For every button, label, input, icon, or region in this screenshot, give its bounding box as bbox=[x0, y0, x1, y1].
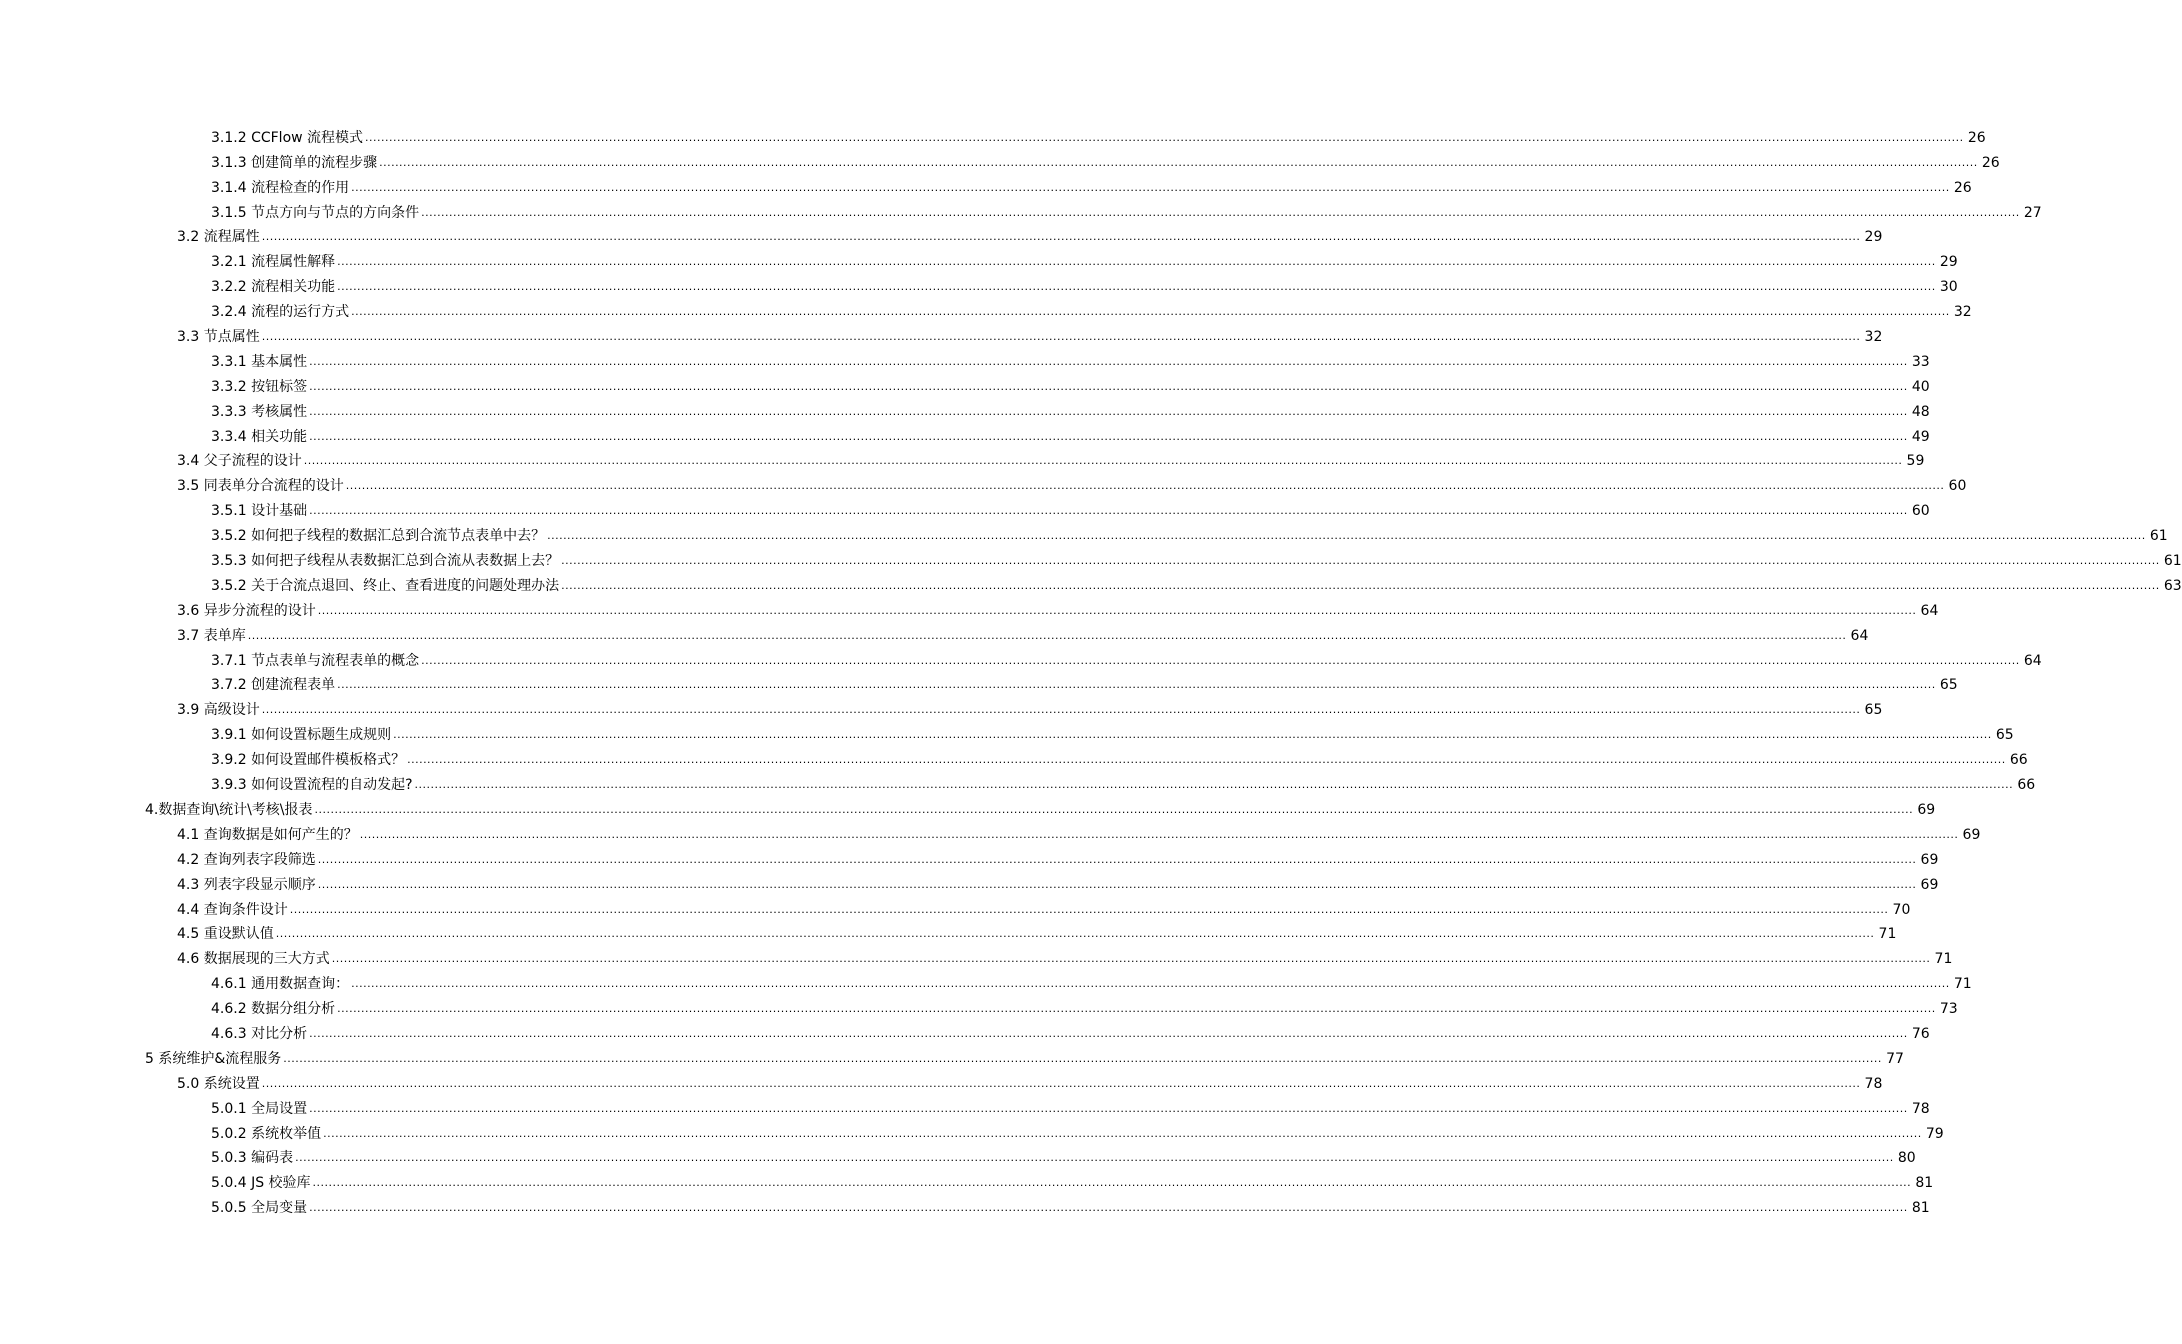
toc-entry[interactable] bbox=[0, 996, 1958, 1021]
toc-entry-label[interactable]: 3.2.4 流程的运行方式 bbox=[211, 304, 350, 321]
toc-entry-label[interactable]: 5.0.5 全局变量 bbox=[211, 1200, 308, 1217]
toc-entry[interactable] bbox=[0, 150, 2000, 175]
toc-entry-page-number[interactable]: 29 bbox=[1864, 229, 1883, 246]
dot-leader: ................................................................................................................................................................................................................................................................................................................................................................................................................ bbox=[317, 877, 1917, 891]
toc-entry-page-number[interactable]: 71 bbox=[1878, 926, 1897, 943]
toc-entry[interactable] bbox=[0, 523, 2168, 548]
toc-entry[interactable] bbox=[0, 1021, 1930, 1046]
toc-entry-label[interactable]: 5.0 系统设置 bbox=[177, 1075, 260, 1092]
toc-entry-page-number[interactable]: 26 bbox=[1981, 154, 2000, 171]
toc-entry[interactable] bbox=[0, 349, 1930, 374]
dot-leader: ................................................................................................................................................................................................................................................................................................................................................................................................................ bbox=[275, 927, 1875, 941]
toc-entry-page-number[interactable]: 65 bbox=[1995, 727, 2014, 744]
dot-leader: ................................................................................................................................................................................................................................................................................................................................................................................................................ bbox=[295, 1151, 1894, 1165]
toc-entry-page-number[interactable]: 79 bbox=[1925, 1125, 1944, 1142]
toc-entry-page-number[interactable]: 29 bbox=[1939, 254, 1958, 271]
dot-leader: ................................................................................................................................................................................................................................................................................................................................................................................................................ bbox=[547, 529, 2146, 543]
dot-leader: ................................................................................................................................................................................................................................................................................................................................................................................................................ bbox=[314, 802, 1914, 816]
toc-entry-label[interactable]: 3.2.2 流程相关功能 bbox=[211, 279, 336, 296]
toc-entry-page-number[interactable]: 70 bbox=[1892, 901, 1911, 918]
toc-entry[interactable] bbox=[0, 1071, 1883, 1096]
toc-entry-page-number[interactable]: 64 bbox=[1920, 602, 1939, 619]
toc-entry[interactable] bbox=[0, 249, 1958, 274]
toc-entry[interactable] bbox=[0, 200, 2042, 225]
toc-entry-label[interactable]: 5.0.2 系统枚举值 bbox=[211, 1125, 322, 1142]
dot-leader: ................................................................................................................................................................................................................................................................................................................................................................................................................ bbox=[289, 902, 1889, 916]
toc-entry-page-number[interactable]: 32 bbox=[1864, 329, 1883, 346]
toc-entry[interactable] bbox=[0, 722, 2014, 747]
dot-leader: ................................................................................................................................................................................................................................................................................................................................................................................................................ bbox=[261, 230, 1861, 244]
dot-leader: ................................................................................................................................................................................................................................................................................................................................................................................................................ bbox=[351, 305, 1950, 319]
toc-entry-page-number[interactable]: 81 bbox=[1915, 1175, 1934, 1192]
dot-leader: ................................................................................................................................................................................................................................................................................................................................................................................................................ bbox=[337, 678, 1936, 692]
toc-entry-page-number[interactable]: 71 bbox=[1934, 951, 1953, 968]
toc-entry[interactable] bbox=[0, 598, 1939, 623]
toc-entry-label[interactable]: 4.5 重设默认值 bbox=[177, 926, 274, 943]
toc-entry[interactable] bbox=[0, 424, 1930, 449]
toc-entry-label[interactable]: 5.0.1 全局设置 bbox=[211, 1100, 308, 1117]
toc-entry[interactable] bbox=[0, 772, 2036, 797]
toc-entry-label[interactable]: 3.5.2 如何把子线程的数据汇总到合流节点表单中去？ bbox=[211, 528, 546, 545]
dot-leader: ................................................................................................................................................................................................................................................................................................................................................................................................................ bbox=[414, 778, 2014, 792]
dot-leader: ................................................................................................................................................................................................................................................................................................................................................................................................................ bbox=[421, 653, 2020, 667]
toc-entry[interactable] bbox=[0, 225, 1883, 250]
dot-leader: ................................................................................................................................................................................................................................................................................................................................................................................................................ bbox=[337, 280, 1936, 294]
toc-entry-label[interactable]: 3.9.1 如何设置标题生成规则 bbox=[211, 727, 392, 744]
toc-entry-page-number[interactable]: 48 bbox=[1911, 403, 1930, 420]
toc-entry-label[interactable]: 3.5 同表单分合流程的设计 bbox=[177, 478, 344, 495]
toc-entry[interactable] bbox=[0, 971, 1972, 996]
toc-entry-page-number[interactable]: 33 bbox=[1911, 353, 1930, 370]
dot-leader: ................................................................................................................................................................................................................................................................................................................................................................................................................ bbox=[317, 603, 1917, 617]
toc-entry-label[interactable]: 4.2 查询列表字段筛选 bbox=[177, 851, 316, 868]
dot-leader: ................................................................................................................................................................................................................................................................................................................................................................................................................ bbox=[323, 1126, 1922, 1140]
dot-leader: ................................................................................................................................................................................................................................................................................................................................................................................................................ bbox=[359, 827, 1959, 841]
dot-leader: ................................................................................................................................................................................................................................................................................................................................................................................................................ bbox=[309, 354, 1908, 368]
toc-entry-label[interactable]: 3.2.1 流程属性解释 bbox=[211, 254, 336, 271]
toc-entry-label[interactable]: 3.1.4 流程检查的作用 bbox=[211, 179, 350, 196]
toc-entry[interactable] bbox=[0, 1121, 1944, 1146]
dot-leader: ................................................................................................................................................................................................................................................................................................................................................................................................................ bbox=[337, 1002, 1936, 1016]
toc-entry-page-number[interactable]: 30 bbox=[1939, 279, 1958, 296]
toc-entry[interactable] bbox=[0, 473, 1967, 498]
toc-entry[interactable] bbox=[0, 125, 1986, 150]
dot-leader: ................................................................................................................................................................................................................................................................................................................................................................................................................ bbox=[309, 504, 1908, 518]
toc-entry[interactable] bbox=[0, 822, 1981, 847]
toc-entry-page-number[interactable]: 73 bbox=[1939, 1001, 1958, 1018]
dot-leader: ................................................................................................................................................................................................................................................................................................................................................................................................................ bbox=[337, 255, 1936, 269]
dot-leader: ................................................................................................................................................................................................................................................................................................................................................................................................................ bbox=[421, 205, 2020, 219]
toc-entry-page-number[interactable]: 64 bbox=[1850, 627, 1869, 644]
toc-entry-page-number[interactable]: 26 bbox=[1967, 129, 1986, 146]
dot-leader: ................................................................................................................................................................................................................................................................................................................................................................................................................ bbox=[561, 554, 2160, 568]
toc-entry-page-number[interactable]: 27 bbox=[2023, 204, 2042, 221]
toc-entry[interactable] bbox=[0, 1046, 1904, 1071]
dot-leader: ................................................................................................................................................................................................................................................................................................................................................................................................................ bbox=[309, 429, 1908, 443]
toc-entry-page-number[interactable]: 65 bbox=[1864, 702, 1883, 719]
dot-leader: ................................................................................................................................................................................................................................................................................................................................................................................................................ bbox=[365, 130, 1964, 144]
toc-entry-page-number[interactable]: 61 bbox=[2149, 528, 2168, 545]
toc-entry-label[interactable]: 4.3 列表字段显示顺序 bbox=[177, 876, 316, 893]
toc-entry-page-number[interactable]: 69 bbox=[1920, 876, 1939, 893]
toc-entry[interactable] bbox=[0, 872, 1939, 897]
dot-leader: ................................................................................................................................................................................................................................................................................................................................................................................................................ bbox=[331, 952, 1931, 966]
toc-entry-label[interactable]: 4.6.2 数据分组分析 bbox=[211, 1001, 336, 1018]
toc-entry[interactable] bbox=[0, 299, 1972, 324]
dot-leader: ................................................................................................................................................................................................................................................................................................................................................................................................................ bbox=[303, 454, 1903, 468]
toc-entry-label[interactable]: 4.1 查询数据是如何产生的？ bbox=[177, 826, 358, 843]
toc-entry-page-number[interactable]: 60 bbox=[1948, 478, 1967, 495]
toc-entry-page-number[interactable]: 64 bbox=[2023, 652, 2042, 669]
toc-entry[interactable] bbox=[0, 274, 1958, 299]
toc-entry-page-number[interactable]: 40 bbox=[1911, 378, 1930, 395]
dot-leader: ................................................................................................................................................................................................................................................................................................................................................................................................................ bbox=[393, 728, 1992, 742]
dot-leader: ................................................................................................................................................................................................................................................................................................................................................................................................................ bbox=[261, 1076, 1861, 1090]
toc-entry[interactable] bbox=[0, 847, 1939, 872]
toc-entry[interactable] bbox=[0, 1170, 1934, 1195]
toc-entry-page-number[interactable]: 65 bbox=[1939, 677, 1958, 694]
toc-entry-label[interactable]: 3.6 异步分流程的设计 bbox=[177, 602, 316, 619]
toc-entry-page-number[interactable]: 63 bbox=[2163, 577, 2182, 594]
toc-entry[interactable] bbox=[0, 1195, 1930, 1220]
toc-entry[interactable] bbox=[0, 897, 1911, 922]
toc-entry[interactable] bbox=[0, 648, 2042, 673]
toc-entry[interactable] bbox=[0, 946, 1953, 971]
toc-entry-page-number[interactable]: 60 bbox=[1911, 503, 1930, 520]
dot-leader: ................................................................................................................................................................................................................................................................................................................................................................................................................ bbox=[309, 379, 1908, 393]
toc-entry-page-number[interactable]: 26 bbox=[1953, 179, 1972, 196]
toc-entry[interactable] bbox=[0, 498, 1930, 523]
toc-entry-label[interactable]: 3.9.2 如何设置邮件模板格式？ bbox=[211, 752, 406, 769]
toc-entry-label[interactable]: 3.5.3 如何把子线程从表数据汇总到合流从表数据上去？ bbox=[211, 553, 560, 570]
toc-entry-page-number[interactable]: 78 bbox=[1864, 1075, 1883, 1092]
toc-entry-label[interactable]: 3.7.1 节点表单与流程表单的概念 bbox=[211, 652, 420, 669]
toc-entry[interactable] bbox=[0, 623, 1869, 648]
dot-leader: ................................................................................................................................................................................................................................................................................................................................................................................................................ bbox=[317, 852, 1917, 866]
toc-entry[interactable] bbox=[0, 548, 2182, 573]
toc-entry-page-number[interactable]: 32 bbox=[1953, 304, 1972, 321]
toc-entry-label[interactable]: 3.3 节点属性 bbox=[177, 329, 260, 346]
toc-entry-label[interactable]: 5.0.3 编码表 bbox=[211, 1150, 294, 1167]
toc-entry[interactable] bbox=[0, 175, 1972, 200]
toc-entry-label[interactable]: 3.4 父子流程的设计 bbox=[177, 453, 302, 470]
toc-entry-label[interactable]: 3.2 流程属性 bbox=[177, 229, 260, 246]
toc-entry[interactable] bbox=[0, 573, 2182, 598]
toc-entry-page-number[interactable]: 49 bbox=[1911, 428, 1930, 445]
toc-entry[interactable] bbox=[0, 1096, 1930, 1121]
toc-entry-label[interactable]: 3.7.2 创建流程表单 bbox=[211, 677, 336, 694]
dot-leader: ................................................................................................................................................................................................................................................................................................................................................................................................................ bbox=[309, 1201, 1908, 1215]
table-of-contents bbox=[0, 125, 2182, 1220]
toc-entry-label[interactable]: 3.3.1 基本属性 bbox=[211, 353, 308, 370]
toc-entry-label[interactable]: 4.6.3 对比分析 bbox=[211, 1025, 308, 1042]
toc-entry-label[interactable]: 3.1.3 创建简单的流程步骤 bbox=[211, 154, 378, 171]
dot-leader: ................................................................................................................................................................................................................................................................................................................................................................................................................ bbox=[407, 753, 2006, 767]
dot-leader: ................................................................................................................................................................................................................................................................................................................................................................................................................ bbox=[261, 703, 1861, 717]
toc-entry-label[interactable]: 4.6 数据展现的三大方式 bbox=[177, 951, 330, 968]
toc-entry[interactable] bbox=[0, 1146, 1916, 1171]
toc-entry-page-number[interactable]: 69 bbox=[1920, 851, 1939, 868]
dot-leader: ................................................................................................................................................................................................................................................................................................................................................................................................................ bbox=[309, 404, 1908, 418]
toc-entry[interactable] bbox=[0, 747, 2028, 772]
toc-entry-label[interactable]: 4.4 查询条件设计 bbox=[177, 901, 288, 918]
dot-leader: ................................................................................................................................................................................................................................................................................................................................................................................................................ bbox=[345, 479, 1945, 493]
toc-entry-label[interactable]: 3.3.2 按钮标签 bbox=[211, 378, 308, 395]
toc-entry-page-number[interactable]: 71 bbox=[1953, 976, 1972, 993]
toc-entry-page-number[interactable]: 61 bbox=[2163, 553, 2182, 570]
dot-leader: ................................................................................................................................................................................................................................................................................................................................................................................................................ bbox=[379, 155, 1978, 169]
toc-entry-label[interactable]: 3.7 表单库 bbox=[177, 627, 246, 644]
dot-leader: ................................................................................................................................................................................................................................................................................................................................................................................................................ bbox=[309, 1101, 1908, 1115]
toc-entry-label[interactable]: 5.0.4 JS 校验库 bbox=[211, 1175, 311, 1192]
toc-entry-label[interactable]: 3.9 高级设计 bbox=[177, 702, 260, 719]
toc-entry-label[interactable]: 3.1.5 节点方向与节点的方向条件 bbox=[211, 204, 420, 221]
toc-entry-page-number[interactable]: 80 bbox=[1897, 1150, 1916, 1167]
dot-leader: ................................................................................................................................................................................................................................................................................................................................................................................................................ bbox=[261, 330, 1861, 344]
dot-leader: ................................................................................................................................................................................................................................................................................................................................................................................................................ bbox=[309, 1026, 1908, 1040]
toc-entry-page-number[interactable]: 77 bbox=[1886, 1050, 1904, 1067]
toc-entry-label[interactable]: 4.数据查询\统计\考核\报表 bbox=[145, 801, 313, 818]
toc-entry[interactable] bbox=[0, 449, 1925, 474]
dot-leader: ................................................................................................................................................................................................................................................................................................................................................................................................................ bbox=[351, 977, 1950, 991]
dot-leader: ................................................................................................................................................................................................................................................................................................................................................................................................................ bbox=[351, 180, 1950, 194]
toc-entry[interactable] bbox=[0, 374, 1930, 399]
toc-entry-label[interactable]: 3.9.3 如何设置流程的自动发起? bbox=[211, 777, 413, 794]
toc-entry-page-number[interactable]: 69 bbox=[1917, 801, 1936, 818]
toc-entry[interactable] bbox=[0, 673, 1958, 698]
toc-entry-label[interactable]: 3.5.2 关于合流点退回、终止、查看进度的问题处理办法 bbox=[211, 577, 560, 594]
toc-entry-page-number[interactable]: 69 bbox=[1962, 826, 1981, 843]
toc-entry[interactable] bbox=[0, 399, 1930, 424]
toc-entry-label[interactable]: 3.1.2 CCFlow 流程模式 bbox=[211, 129, 364, 146]
toc-entry[interactable] bbox=[0, 324, 1883, 349]
toc-entry-page-number[interactable]: 66 bbox=[2017, 777, 2036, 794]
toc-entry[interactable] bbox=[0, 697, 1883, 722]
dot-leader: ................................................................................................................................................................................................................................................................................................................................................................................................................ bbox=[283, 1051, 1882, 1065]
toc-entry-label[interactable]: 3.3.3 考核属性 bbox=[211, 403, 308, 420]
toc-entry[interactable] bbox=[0, 922, 1897, 947]
dot-leader: ................................................................................................................................................................................................................................................................................................................................................................................................................ bbox=[247, 628, 1847, 642]
dot-leader: ................................................................................................................................................................................................................................................................................................................................................................................................................ bbox=[312, 1176, 1912, 1190]
toc-entry-page-number[interactable]: 76 bbox=[1911, 1025, 1930, 1042]
toc-entry-page-number[interactable]: 78 bbox=[1911, 1100, 1930, 1117]
toc-entry-page-number[interactable]: 66 bbox=[2009, 752, 2028, 769]
toc-entry-label[interactable]: 5 系统维护&流程服务 bbox=[145, 1050, 282, 1067]
toc-entry-label[interactable]: 3.5.1 设计基础 bbox=[211, 503, 308, 520]
toc-entry-label[interactable]: 3.3.4 相关功能 bbox=[211, 428, 308, 445]
toc-entry-page-number[interactable]: 81 bbox=[1911, 1200, 1930, 1217]
dot-leader: ................................................................................................................................................................................................................................................................................................................................................................................................................ bbox=[561, 578, 2160, 592]
toc-entry-page-number[interactable]: 59 bbox=[1906, 453, 1925, 470]
toc-entry[interactable] bbox=[0, 797, 1936, 822]
toc-entry-label[interactable]: 4.6.1 通用数据查询： bbox=[211, 976, 350, 993]
